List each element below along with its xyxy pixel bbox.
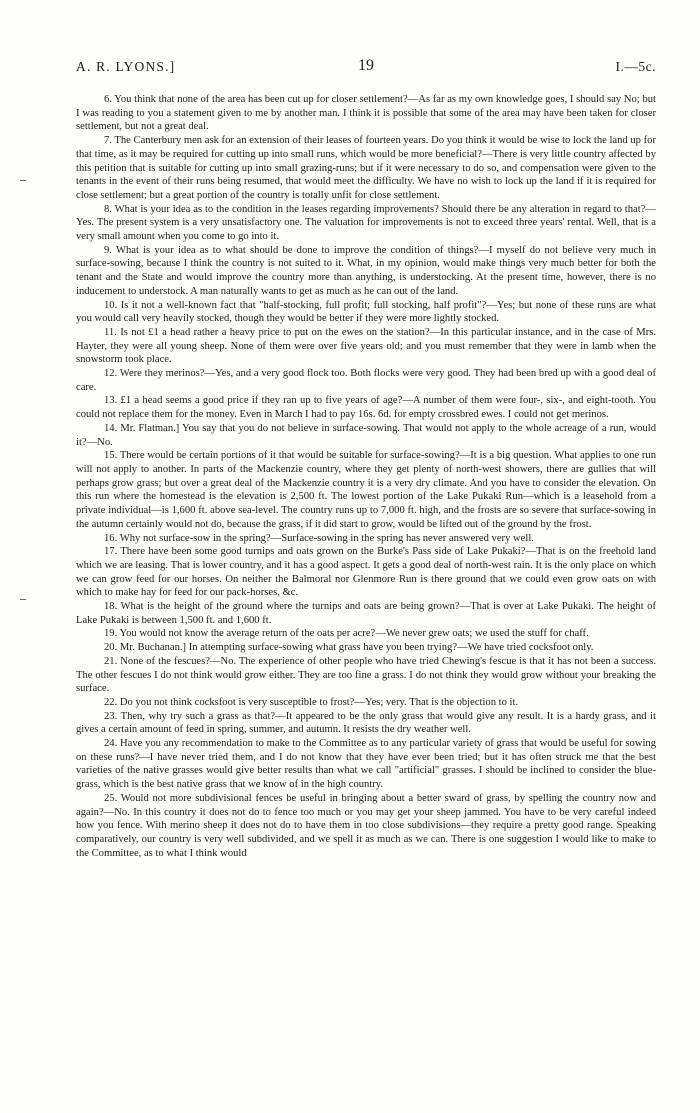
paragraph-q11: 11. Is not £1 a head rather a heavy price to put on the ewes on the station?—In this particular instance, and in the case of Mrs. Hayter, they were all young sheep. None of them were over five years old; and you must remember that they were in lamb when the snowstorm took place. [76,326,656,366]
paragraph-q21: 21. None of the fescues?—No. The experience of other people who have tried Chewing's fescue is that it has not been a success. The other fescues I do not think would grow either. They are too fine a grass. I do not think they would grow without your breaking the surface. [76,655,656,695]
page-header [76,59,656,79]
paragraph-q12: 12. Were they merinos?—Yes, and a very good flock too. Both flocks were very good. They had been bred up with a good deal of care. [76,368,656,393]
paragraph-q15: 15. There would be certain portions of it that would be suitable for surface-sowing?—It is a big question. What applies to one run will not apply to another. In parts of the Mackenzie country, where they get plenty of north-west showers, there are gullies that will perhaps grow grass; but over a great deal of the Mackenzie country it is a very dry climate. And you have to consider the elevation. On this run where the homestead is the elevation is 2,500 ft. The lowest portion of the Lake Pukaki Run—which is a leasehold from a private individual—is 1,600 ft. above sea-level. The country runs up to 7,000 ft. high, and the frosts are so severe that surface-sowing in the autumn certainly would not do, because the grass, if it did start to grow, would be lifted out of the ground by the frost. [76,450,656,530]
paragraph-q19: 19. You would not know the average return of the oats per acre?—We never grew oats; we used the stuff for chaff. [104,628,589,640]
margin-mark [20,180,26,181]
paragraph-q25: 25. Would not more subdivisional fences be useful in bringing about a better sward of grass, by spelling the country now and again?—No. In this country it does not do to fence too much or you may get your sheep jammed. You have to be very careful indeed how you fence. With merino sheep it does not do to have them in too close subdivisions—they require a pretty good range. Speaking comparatively, our country is very well subdivided, and we spell it as much as we can. There is one suggestion I would like to make to the Committee, as to what I think would [76,792,656,859]
paragraph-q7: 7. The Canterbury men ask for an extension of their leases of fourteen years. Do you think it would be wise to lock the land up for that time, as it may be required for cutting up into small runs, which would be more beneficial?—There is very little country affected by this petition that is suitable for cutting up into small grazing-runs; but if it were necessary to do so, and compensation were given to the tenants in the event of their runs being resumed, that would meet the difficulty. We have no wish to lock up the land if it is required for close settlement; but a great portion of the country is totally unfit for close settlement. [76,135,656,201]
document-reference: I.—5c. [615,59,656,74]
paragraph-q23: 23. Then, why try such a grass as that?—It appeared to be the only grass that would give any result. It is a hardy grass, and it gives a certain amount of feed in spring, summer, and autumn. It resists the dry weather well. [76,710,656,736]
margin-mark [20,599,26,600]
paragraph-q6: 6. You think that none of the area has been cut up for closer settlement?—As far as my own knowledge goes, I should say No; but I was reading to you a statement given to me by another man. I think it is possible that some of the area may have been taken for closer settlement, but not a great deal. [76,94,656,133]
paragraph-q16: 16. Why not surface-sow in the spring?—Surface-sowing in the spring has never answered very well. [104,532,534,544]
paragraph-q9: 9. What is your idea as to what should be done to improve the condition of things?—I myself do not believe very much in surface-sowing, because I think the country is not suited to it. What, in my opinion, would make things very much better for both the tenant and the State and would improve the country more than anything, is understocking. At the present time, however, there is no inducement to understock. A man naturally wants to get as much as he can out of the land. [76,244,656,297]
witness-name: A. R. LYONS.] [76,59,176,74]
paragraph-q24: 24. Have you any recommendation to make to the Committee as to any particular variety of grass that would be useful for sowing on these runs?—I have never tried them, and I do not know that they have ever been tried; but it has often struck me that the best varieties of the native grasses would give better results than what we call "artificial" grasses. I should be inclined to consider the blue-grass, which is the best native grass that we know of in the high country. [76,738,656,791]
paragraph-q10: 10. Is it not a well-known fact that "half-stocking, full profit; full stocking, half profit"?—Yes; but none of these runs are what you would call very heavily stocked, though they would be better if they were more lightly stocked. [76,299,656,325]
paragraph-q22: 22. Do you not think cocksfoot is very susceptible to frost?—Yes; very. That is the objection to it. [104,696,519,708]
paragraph-q20: 20. Mr. Buchanan.] In attempting surface-sowing what grass have you been trying?—We have tried cocksfoot only. [104,642,594,654]
page-number: 19 [358,57,374,74]
paragraph-q18: 18. What is the height of the ground where the turnips and oats are being grown?—That is over at Lake Pukaki. The height of Lake Pukaki is between 1,500 ft. and 1,600 ft. [76,601,656,626]
paragraph-q17: 17. There have been some good turnips and oats grown on the Burke's Pass side of Lake Pukaki?—That is on the freehold land which we are leasing. That is lower country, and it has a good aspect. It gets a good deal of north-west rain. It is the only place on which we can grow feed for our horses. On neither the Balmoral nor Glenmore Run is there ground that we could even grow oats on with which to make hay for feed for our pack-horses, &c. [76,546,656,599]
page-body [76,93,656,860]
paragraph-q13: 13. £1 a head seems a good price if they ran up to five years of age?—A number of them were four-, six-, and eight-tooth. You could not replace them for the money. Even in March I had to pay 16s. 6d. for empty crossbred ewes. I could not get merinos. [76,395,656,421]
paragraph-q8: 8. What is your idea as to the condition in the leases regarding improvements? Should there be any alteration in regard to that?—Yes. The present system is a very unsatisfactory one. The valuation for improvements is not to exceed three years' rental. Well, that is a very small amount when you come to go into it. [76,203,656,243]
paragraph-q14: 14. Mr. Flatman.] You say that you do not believe in surface-sowing. That would not apply to the whole acreage of a run, would it?—No. [76,422,656,448]
